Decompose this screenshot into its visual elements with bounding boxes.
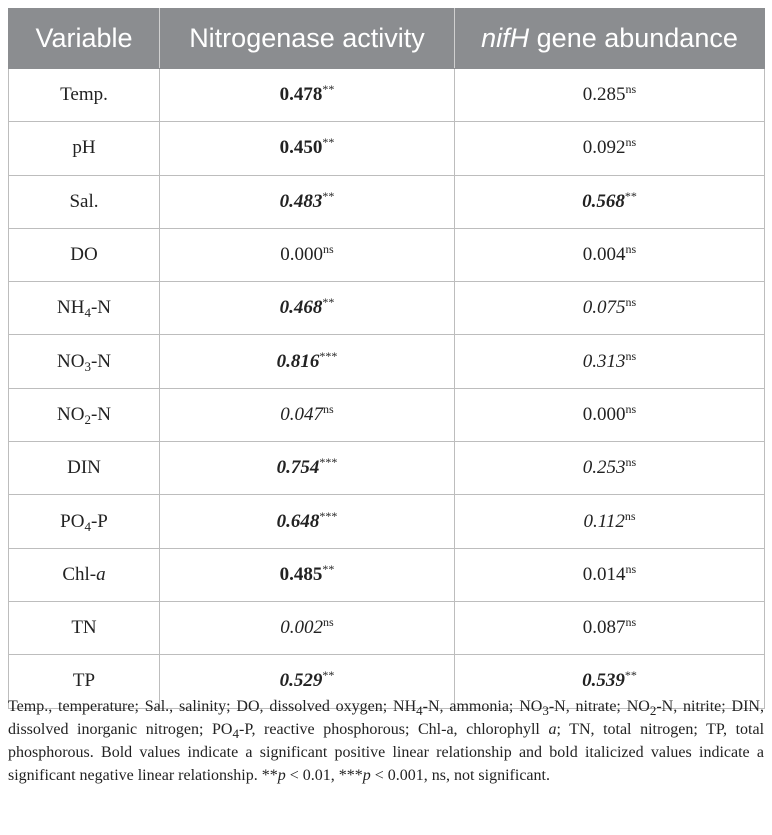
footnote-text: < 0.01, ***: [285, 767, 363, 784]
cell-sig: ns: [625, 135, 637, 150]
row-label-text: -N: [90, 350, 111, 372]
row-label: [9, 495, 160, 548]
nifh-cell: [455, 548, 765, 601]
table-row: [9, 175, 765, 228]
cell-sig: ns: [624, 508, 636, 523]
table-container: [8, 8, 764, 709]
nitrogenase-cell: [160, 442, 455, 495]
cell-sig: **: [322, 668, 335, 683]
header-nifh-rest: gene abundance: [529, 23, 738, 53]
footnote-text: -N, nitrite; DIN, dissolved inorganic nitrogen; PO: [8, 698, 764, 738]
cell-sig: **: [322, 135, 335, 150]
footnote-text: ; TN, total nitrogen; TP, total phosphorous. Bold values indicate a significant positive linear relationship and bold italicized values indicate a significant negative linear relationship. **: [8, 721, 765, 784]
cell-sig: ***: [319, 455, 338, 470]
cell-value: 0.450: [279, 137, 323, 159]
table-footnote: [8, 695, 764, 787]
nitrogenase-cell: [160, 548, 455, 601]
footnote-text: -P, reactive phosphorous; Chl-a, chlorophyll: [239, 721, 549, 738]
row-label-sub: 4: [84, 518, 91, 534]
cell-sig: ns: [625, 348, 637, 363]
row-label-text: DO: [70, 244, 98, 266]
row-label-sub: 3: [84, 358, 91, 374]
cell-value: 0.754: [276, 457, 320, 479]
row-label-text: NH: [56, 297, 85, 319]
table-row: [9, 548, 765, 601]
correlation-table: [8, 8, 765, 709]
cell-value: 0.014: [582, 563, 626, 585]
cell-sig: **: [322, 188, 335, 203]
table-row: [9, 282, 765, 335]
nitrogenase-cell: [160, 282, 455, 335]
row-label-text: Sal.: [69, 190, 99, 212]
header-variable: Variable: [9, 9, 160, 69]
nifh-cell: [455, 601, 765, 654]
cell-value: 0.568: [582, 190, 625, 212]
row-label-text: NO: [56, 350, 85, 372]
nifh-cell: [455, 69, 765, 122]
cell-value: 0.485: [279, 563, 323, 585]
row-label: [9, 442, 160, 495]
cell-sig: **: [322, 561, 335, 576]
nifh-cell: [455, 495, 765, 548]
footnote-text: -N, nitrate; NO: [548, 698, 650, 715]
footnote-sub: 3: [542, 703, 549, 718]
footnote-sub: 4: [416, 703, 423, 718]
table-row: [9, 122, 765, 175]
nitrogenase-cell: [160, 601, 455, 654]
nifh-cell: [455, 122, 765, 175]
cell-value: 0.000: [280, 244, 324, 266]
row-label-text: Chl-: [62, 563, 97, 585]
footnote-text: Temp., temperature; Sal., salinity; DO, dissolved oxygen; NH: [8, 698, 417, 715]
cell-sig: ns: [625, 455, 637, 470]
cell-sig: ns: [323, 615, 334, 630]
cell-value: 0.478: [279, 84, 323, 106]
footnote-text: -N, ammonia; NO: [422, 698, 543, 715]
footnote-italic: p: [362, 767, 371, 784]
nifh-cell: [455, 175, 765, 228]
cell-sig: ns: [625, 561, 637, 576]
nitrogenase-cell: [160, 335, 455, 388]
footnote-sub: 4: [232, 726, 239, 741]
nifh-cell: [455, 282, 765, 335]
nitrogenase-cell: [160, 175, 455, 228]
row-label: [9, 228, 160, 281]
cell-value: 0.087: [582, 617, 626, 639]
cell-value: 0.285: [582, 84, 626, 106]
row-label-text: PO: [60, 510, 85, 532]
row-label: [9, 548, 160, 601]
nitrogenase-cell: [160, 388, 455, 441]
cell-value: 0.112: [583, 510, 625, 532]
row-label-italic: a: [96, 563, 106, 585]
cell-value: 0.539: [582, 670, 625, 692]
header-nitrogenase: Nitrogenase activity: [160, 9, 455, 69]
nifh-cell: [455, 228, 765, 281]
table-row: [9, 388, 765, 441]
row-label-text: -N: [90, 403, 111, 425]
cell-value: 0.075: [582, 297, 626, 319]
row-label-sub: 4: [84, 305, 91, 321]
cell-value: 0.816: [276, 350, 320, 372]
cell-value: 0.253: [582, 457, 626, 479]
cell-value: 0.648: [276, 510, 320, 532]
footnote-sub: 2: [649, 703, 657, 718]
cell-sig: ns: [323, 401, 334, 416]
row-label: [9, 69, 160, 122]
cell-sig: ns: [323, 242, 334, 257]
nitrogenase-cell: [160, 495, 455, 548]
row-label: [9, 335, 160, 388]
table-row: [9, 69, 765, 122]
nitrogenase-cell: [160, 228, 455, 281]
row-label-text: DIN: [67, 457, 101, 479]
footnote-italic: p: [277, 767, 286, 784]
row-label: [9, 388, 160, 441]
row-label-sub: 2: [84, 411, 91, 427]
footnote-text: < 0.001, ns, not significant.: [370, 767, 550, 784]
cell-sig: **: [322, 82, 335, 97]
cell-sig: ns: [625, 401, 637, 416]
cell-value: 0.047: [280, 403, 324, 425]
cell-sig: ns: [625, 295, 637, 310]
cell-value: 0.092: [582, 137, 626, 159]
nitrogenase-cell: [160, 69, 455, 122]
row-label-text: Temp.: [60, 84, 108, 106]
row-label-text: TN: [71, 617, 97, 639]
cell-sig: ***: [319, 348, 338, 363]
nitrogenase-cell: [160, 122, 455, 175]
row-label-text: TP: [72, 670, 96, 692]
header-row: [9, 9, 765, 69]
table-row: [9, 442, 765, 495]
header-nifh: [455, 9, 765, 69]
cell-value: 0.313: [582, 350, 626, 372]
cell-value: 0.002: [280, 617, 324, 639]
cell-value: 0.000: [582, 403, 626, 425]
row-label-text: NO: [56, 403, 85, 425]
cell-sig: ***: [319, 508, 338, 523]
row-label: [9, 175, 160, 228]
cell-value: 0.529: [279, 670, 323, 692]
row-label-text: pH: [72, 137, 96, 159]
cell-sig: ns: [625, 242, 637, 257]
table-row: [9, 335, 765, 388]
table-row: [9, 228, 765, 281]
cell-value: 0.483: [279, 190, 323, 212]
cell-value: 0.468: [279, 297, 323, 319]
nifh-cell: [455, 388, 765, 441]
row-label-text: -P: [90, 510, 108, 532]
row-label: [9, 601, 160, 654]
nifh-cell: [455, 442, 765, 495]
header-nifh-gene: nifH: [481, 23, 530, 53]
cell-sig: **: [624, 188, 637, 203]
table-row: [9, 495, 765, 548]
cell-sig: **: [624, 668, 637, 683]
row-label-text: -N: [90, 297, 111, 319]
cell-value: 0.004: [582, 244, 626, 266]
nifh-cell: [455, 335, 765, 388]
row-label: [9, 122, 160, 175]
cell-sig: ns: [625, 615, 637, 630]
cell-sig: ns: [625, 82, 637, 97]
row-label: [9, 282, 160, 335]
footnote-italic: a: [548, 721, 557, 738]
table-row: [9, 601, 765, 654]
cell-sig: **: [322, 295, 335, 310]
